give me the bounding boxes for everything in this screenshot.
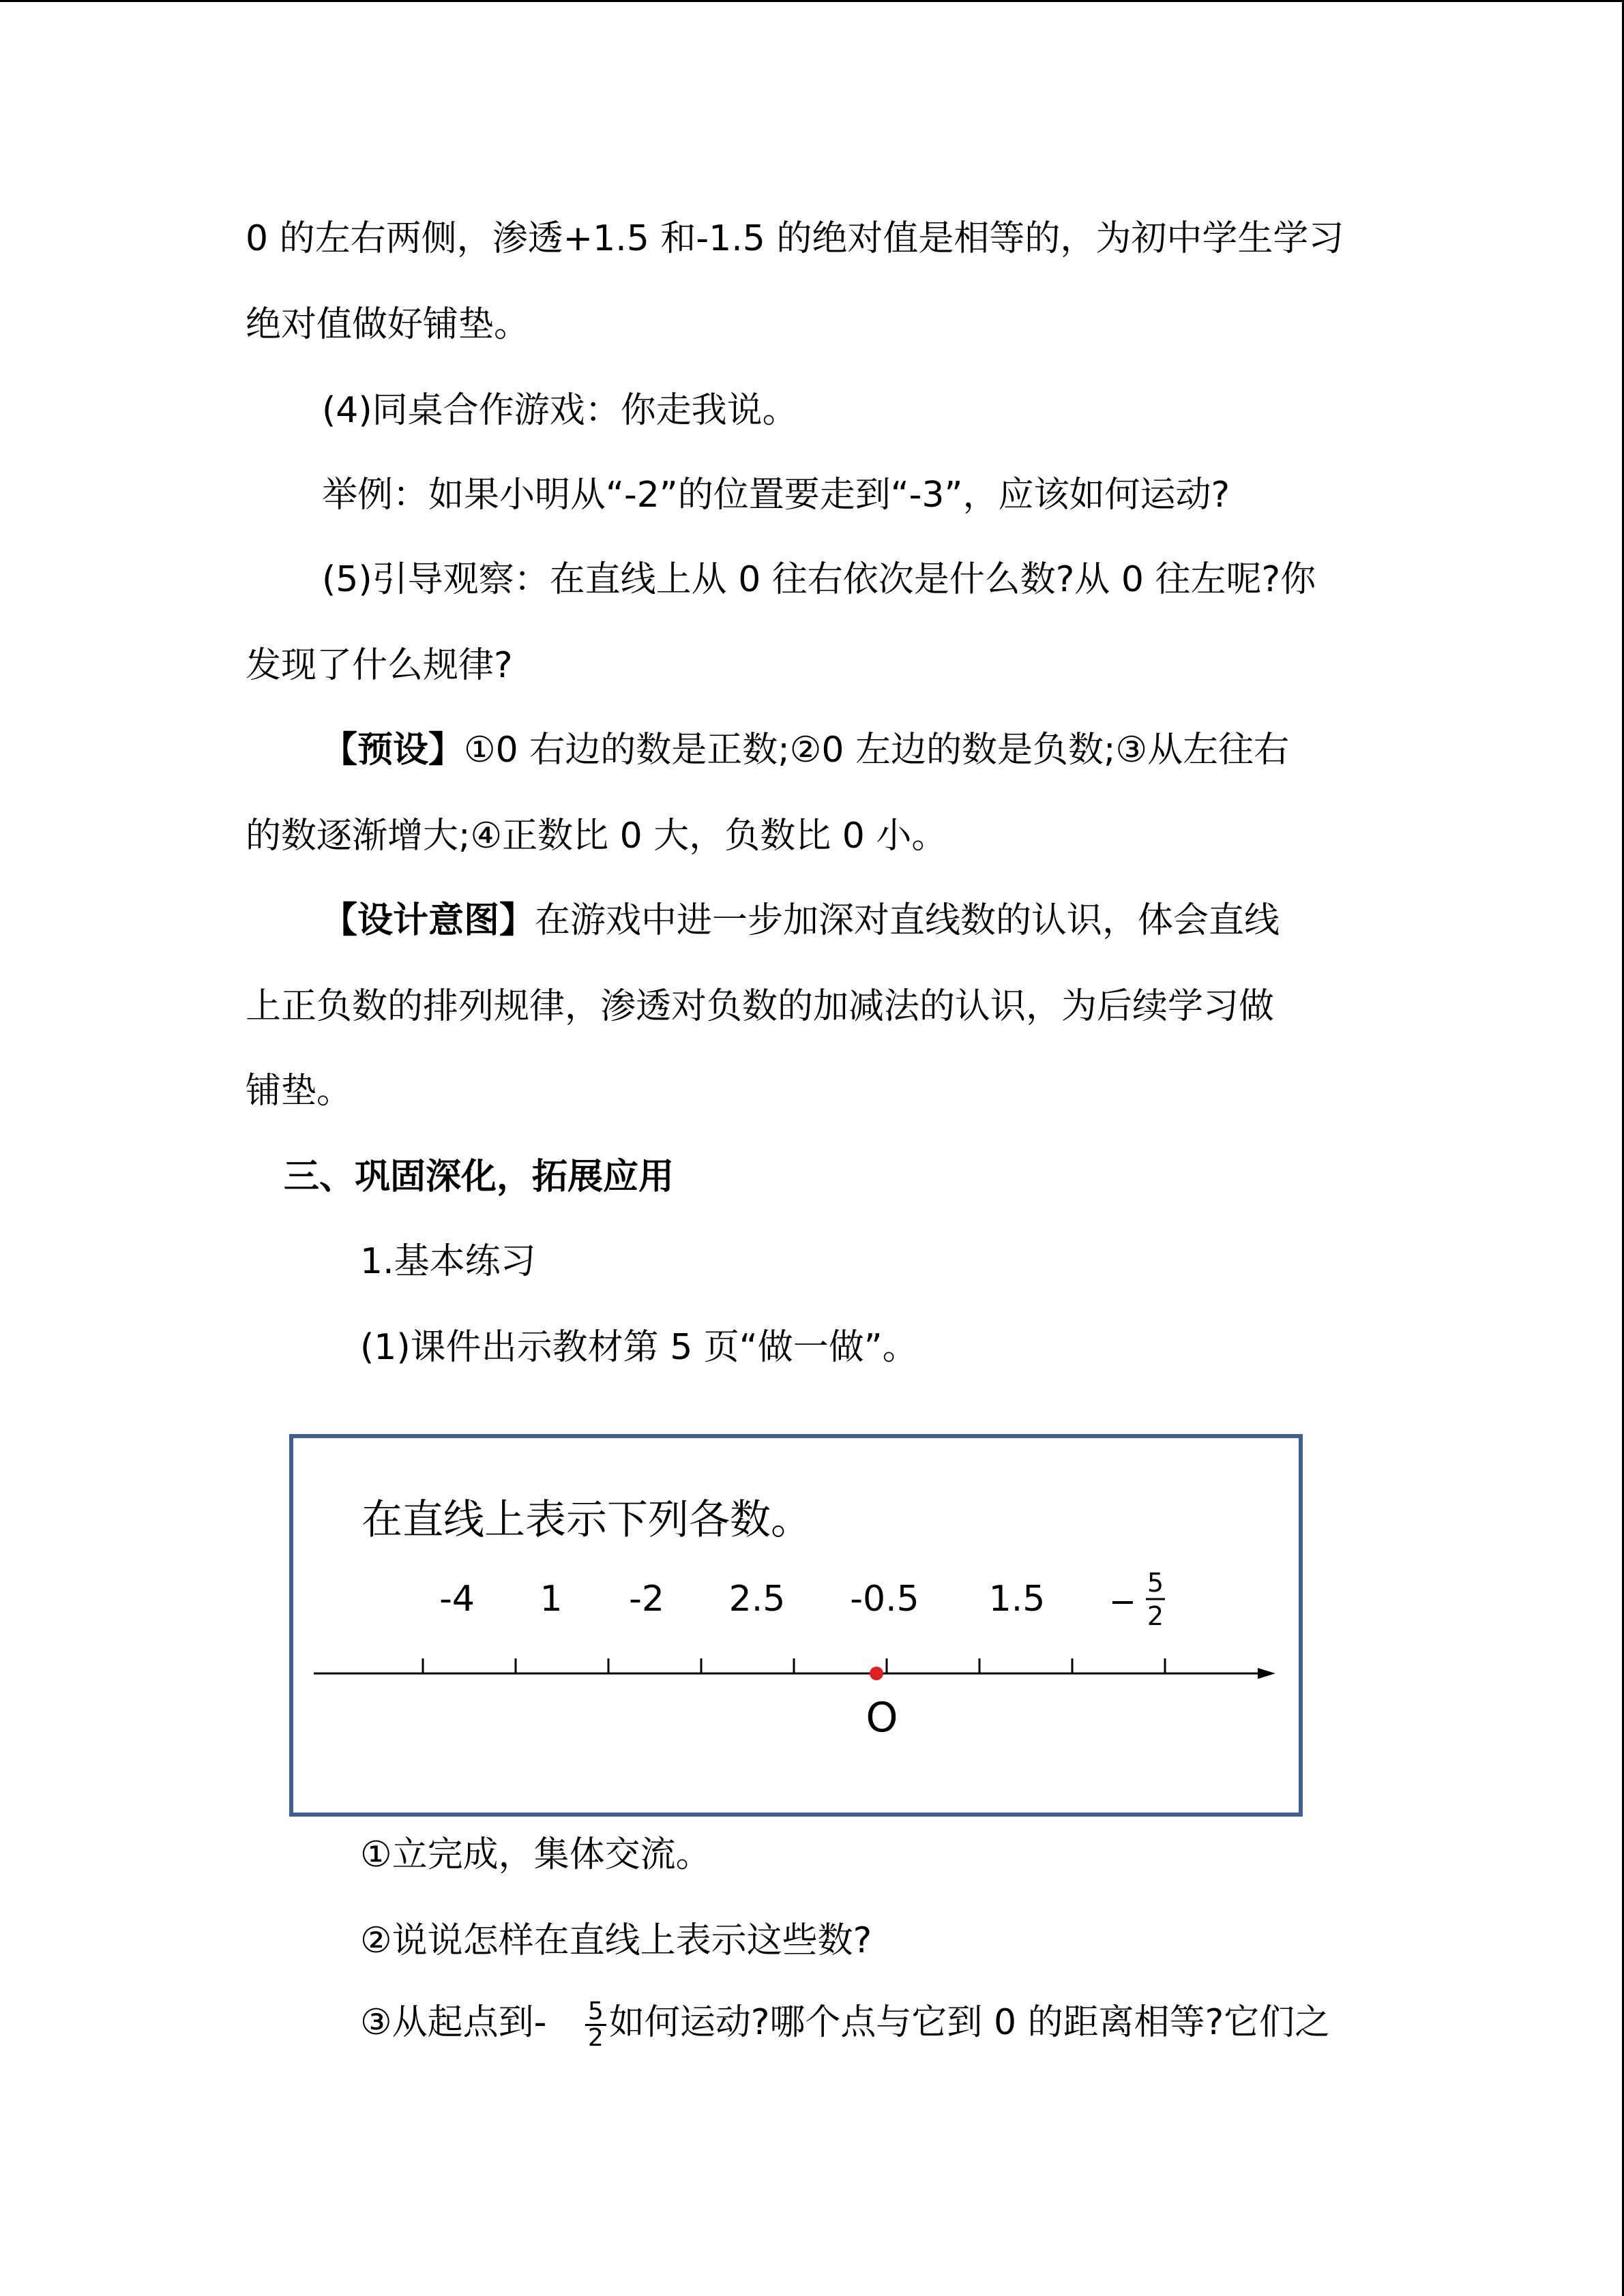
- paragraph-line: 铺垫。: [246, 1071, 353, 1112]
- paragraph-line: 1.基本练习: [360, 1241, 536, 1282]
- question-2: ②说说怎样在直线上表示这些数?: [360, 1920, 872, 1961]
- number-label: -0.5: [850, 1579, 919, 1620]
- paragraph-line: (4)同桌合作游戏：你走我说。: [322, 390, 798, 431]
- fraction-numerator: 5: [1147, 1568, 1164, 1598]
- paragraph-line: [322, 900, 1280, 941]
- number-label: -4: [439, 1579, 475, 1620]
- fraction-denominator: 2: [587, 2023, 604, 2052]
- page-top-border: [0, 0, 1624, 2]
- number-label: 1.5: [988, 1579, 1046, 1620]
- section-heading: 三、巩固深化，拓展应用: [284, 1157, 675, 1197]
- paragraph-line: [322, 730, 1290, 771]
- exercise-title: 在直线上表示下列各数。: [361, 1496, 812, 1544]
- origin-dot: [870, 1667, 883, 1680]
- paragraph-line: (1)课件出示教材第 5 页“做一做”。: [360, 1327, 918, 1368]
- preset-text: ①0 右边的数是正数;②0 左边的数是负数;③从左往右: [464, 730, 1290, 771]
- number-line-figure: [293, 1438, 1299, 1813]
- paragraph-line: 上正负数的排列规律，渗透对负数的加减法的认识，为后续学习做: [246, 986, 1275, 1027]
- paragraph-line: 举例：如果小明从“-2”的位置要走到“-3”，应该如何运动?: [322, 475, 1230, 516]
- paragraph-line: 发现了什么规律?: [246, 645, 513, 686]
- paragraph-line: (5)引导观察：在直线上从 0 往右依次是什么数?从 0 往左呢?你: [322, 559, 1316, 600]
- design-intent-text: 在游戏中进一步加深对直线数的认识，体会直线: [535, 900, 1280, 941]
- number-label: 1: [540, 1579, 563, 1620]
- number-label: -2: [629, 1579, 664, 1620]
- number-label: 2.5: [728, 1579, 786, 1620]
- paragraph-line: 绝对值做好铺垫。: [246, 304, 530, 345]
- number-label-sign: −: [1108, 1583, 1137, 1621]
- paragraph-line: 0 的左右两侧，渗透+1.5 和-1.5 的绝对值是相等的，为初中学生学习: [246, 218, 1344, 259]
- paragraph-line: 的数逐渐增大;④正数比 0 大，负数比 0 小。: [246, 816, 947, 856]
- fraction-five-halves: [585, 1999, 606, 2051]
- design-intent-tag: 【设计意图】: [322, 900, 535, 941]
- question-1: ①立完成，集体交流。: [360, 1834, 711, 1875]
- question-3-prefix: ③从起点到-: [360, 2002, 547, 2043]
- exercise-box: [289, 1434, 1303, 1817]
- fraction-denominator: 2: [1147, 1601, 1164, 1631]
- question-3-suffix: 如何运动?哪个点与它到 0 的距离相等?它们之: [608, 2002, 1331, 2043]
- fraction-numerator: 5: [585, 1999, 606, 2026]
- preset-tag: 【预设】: [322, 730, 464, 771]
- question-3: [360, 1995, 1330, 2050]
- axis-arrowhead: [1258, 1668, 1275, 1679]
- origin-label: O: [866, 1694, 898, 1742]
